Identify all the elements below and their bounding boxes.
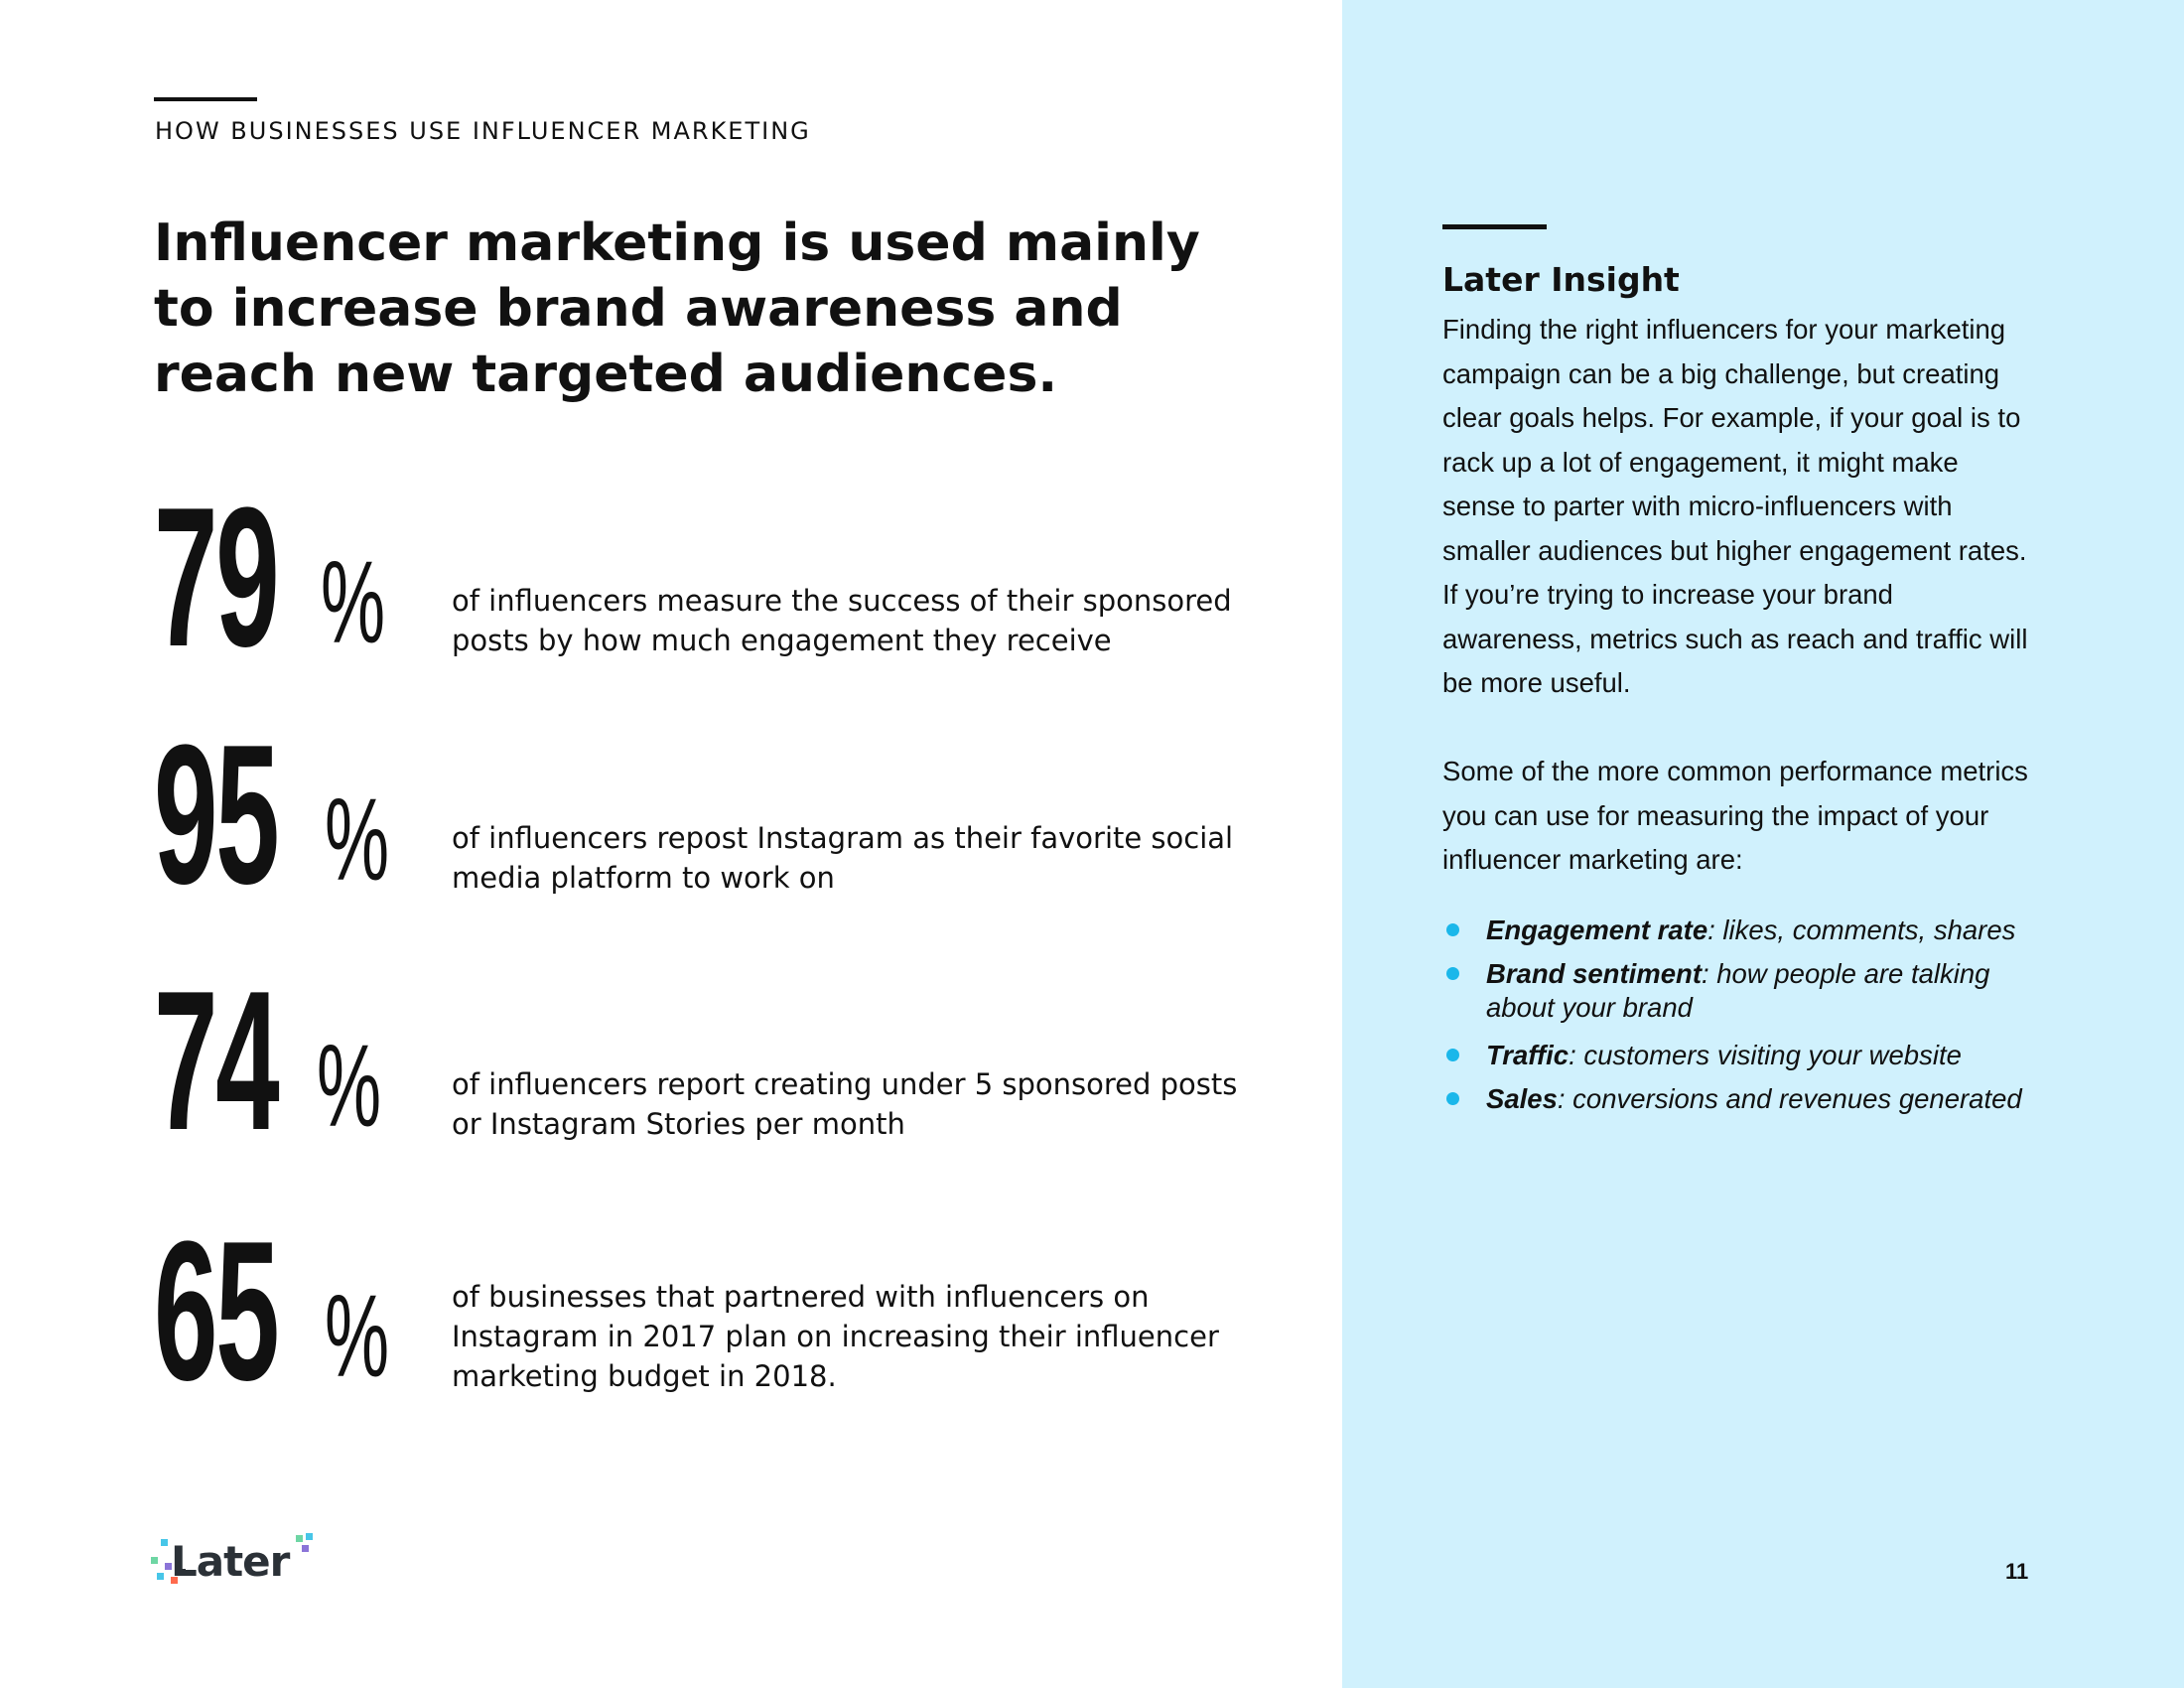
- metric-name: Engagement rate: [1486, 914, 1708, 945]
- metric-name: Sales: [1486, 1083, 1558, 1114]
- bullet-icon: [1446, 967, 1459, 980]
- metric-detail: : how people are talking about your brand: [1486, 958, 1990, 1023]
- bullet-icon: [1446, 1049, 1459, 1061]
- stat-block: [154, 467, 1246, 688]
- stat-description: of influencers repost Instagram as their favorite social media platform to work on: [452, 821, 1234, 895]
- page-headline: Influencer marketing is used mainly to increase brand awareness and reach new targeted audiences.: [154, 213, 1200, 404]
- list-item: [1442, 1082, 2058, 1116]
- stat-block: [154, 950, 1246, 1172]
- metric-name: Traffic: [1486, 1040, 1570, 1070]
- later-logo: [151, 1533, 320, 1593]
- stat-description: of influencers report creating under 5 sponsored posts or Instagram Stories per month: [452, 1067, 1238, 1141]
- stat-unit: %: [317, 1021, 382, 1152]
- metrics-list: [1442, 914, 2058, 1116]
- metric-detail: : conversions and revenues generated: [1557, 1083, 2022, 1114]
- logo-wordmark: Later: [171, 1537, 290, 1586]
- stat-value: 65: [154, 1200, 278, 1422]
- stat-block: [154, 704, 1246, 925]
- metric-detail: : likes, comments, shares: [1707, 914, 2016, 945]
- page-number: 11: [2005, 1559, 2029, 1584]
- list-item: [1442, 1039, 2058, 1072]
- insight-title: Later Insight: [1442, 260, 1680, 299]
- metric-detail: : customers visiting your website: [1569, 1040, 1962, 1070]
- list-item: [1442, 957, 2058, 1025]
- insight-paragraph: Finding the right influencers for your marketing campaign can be a big challenge, but creating clear goals helps. For example, if your goal is to rack up a lot of engagement, it might make sense to parter with micro-influencers with smaller audiences but higher engagement rates. If you’re trying to increase your brand awareness, metrics such as reach and traffic will be more useful.: [1442, 314, 2028, 698]
- list-item: [1442, 914, 2058, 947]
- stat-unit: %: [325, 774, 390, 906]
- section-eyebrow: HOW BUSINESSES USE INFLUENCER MARKETING: [155, 117, 811, 145]
- bullet-icon: [1446, 1092, 1459, 1105]
- stat-description: of businesses that partnered with influencers on Instagram in 2017 plan on increasing their influencer marketing budget in 2018.: [452, 1280, 1219, 1393]
- insight-rule: [1442, 224, 1547, 229]
- stat-value: 95: [154, 704, 278, 925]
- stat-value: 79: [154, 467, 278, 688]
- bullet-icon: [1446, 923, 1459, 936]
- metric-name: Brand sentiment: [1486, 958, 1702, 989]
- eyebrow-rule: [154, 97, 257, 101]
- stat-description: of influencers measure the success of their sponsored posts by how much engagement they receive: [452, 584, 1232, 657]
- insight-paragraph: Some of the more common performance metrics you can use for measuring the impact of your influencer marketing are:: [1442, 756, 2028, 875]
- stat-unit: %: [325, 1271, 390, 1402]
- stat-unit: %: [321, 537, 386, 668]
- stat-value: 74: [154, 950, 278, 1172]
- stat-block: [154, 1200, 1246, 1422]
